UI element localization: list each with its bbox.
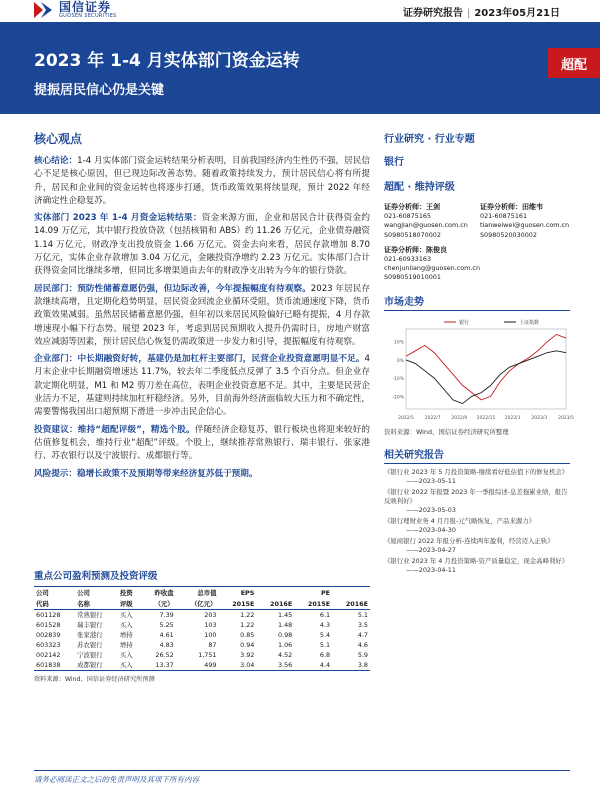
table-cell: 常熟银行 [77, 611, 103, 619]
paragraph-lead: 投资建议：维持“超配评级”，精选个股。 [34, 424, 195, 435]
table-cell: 1.22 [240, 611, 255, 619]
table-cell: 3.8 [332, 660, 370, 671]
table-title: 重点公司盈利预测及投资评级 [34, 571, 158, 582]
table-cell: 3.04 [218, 660, 256, 671]
company-logo [32, 0, 117, 20]
table-cell: 张家港行 [77, 631, 103, 639]
table-cell: 4.52 [277, 651, 293, 659]
related-report-date: ——2023-05-03 [406, 505, 456, 514]
header-meta: 证券研究报告 | 2023年05月21日 [402, 8, 560, 19]
related-report-title: 《银行业 2022 年报暨 2023 年一季报综述-息差拖累业绩，报告反映利好》 [384, 487, 568, 505]
table-cell: 5.1 [319, 641, 331, 649]
related-report[interactable] [384, 517, 570, 535]
y-tick-label: -10% [392, 376, 404, 382]
table-cell: 5.1 [357, 611, 368, 619]
market-trend-title: 市场走势 [384, 293, 570, 311]
related-report-date: ——2023-05-11 [406, 476, 456, 485]
analyst-name: 王剑 [426, 203, 440, 211]
analyst-cert: S0980519010001 [384, 273, 441, 282]
paragraph [34, 424, 370, 464]
table-cell: 宁波银行 [77, 651, 103, 659]
chart-frame [406, 329, 566, 409]
related-report[interactable] [384, 557, 570, 575]
paragraph-text: 稳增长政策不及预期等带来经济复苏低于预期。 [76, 468, 258, 479]
main-content [34, 130, 370, 485]
related-reports-title: 相关研究报告 [384, 446, 570, 464]
table-cell: 002142 [36, 651, 61, 659]
paragraph-text: 2023 年居民存款继续高增，且定期化趋势明显，居民资金回流企业循环受阻，货币流通速度下降，货币政策效果减弱。虽然居民储蓄意愿仍强，但年初以来居民风险偏好已略有提振，4 月存款增速现小幅下行态势。展望 2023 年，考虑到居民预期收入提升仍需时日，房地产财富效应减弱等因素，预计居民信心恢复仍需政策进一步发力和引导，提振幅度有待观察。 [34, 283, 370, 347]
y-tick-label: -20% [392, 394, 404, 400]
table-cell: 499 [176, 660, 219, 671]
table-cell: 603323 [36, 641, 61, 649]
table-cell: 103 [204, 621, 217, 629]
analyst-cert: S0980520030002 [480, 230, 537, 239]
table-cell: 203 [204, 611, 217, 619]
paragraph [34, 468, 370, 481]
table-cell: 601128 [36, 611, 61, 619]
table-cell: 成都银行 [75, 660, 118, 671]
page-footer [34, 770, 570, 785]
table-header: 投资 [118, 587, 142, 599]
table-cell: 4.6 [357, 641, 368, 649]
table-header: EPS [218, 587, 256, 599]
paragraph-text: 1-4 月实体部门资金运转结果分析表明，目前我国经济内生性仍不强，居民信心不足是核心原因，但已现边际改善态势。随着政策持续发力，预计居民信心将有所提升，居民和企业间的资金运转也将逐步打通，货币政策效果将续显现，预计 2022 年经济确定性企稳复苏。 [34, 156, 370, 206]
table-header-row [34, 598, 370, 610]
series-line-sse-index [406, 350, 566, 403]
table-header: 公司 [75, 587, 118, 599]
table-header: 评级 [118, 598, 142, 610]
table-cell: 4.61 [159, 631, 174, 639]
table-body [34, 610, 370, 671]
analyst-email[interactable]: wangjian@guosen.com.cn [384, 221, 468, 230]
table-cell: 苏农银行 [77, 641, 103, 649]
table-header: PE [294, 587, 332, 599]
guosen-logo-icon [32, 0, 54, 20]
related-report[interactable] [384, 537, 570, 555]
related-reports-list [384, 468, 570, 575]
table-header: 2015E [294, 598, 332, 610]
table-cell: 4.7 [357, 631, 368, 639]
table-cell: 7.39 [159, 611, 174, 619]
analyst-role: 证券分析师： [384, 245, 426, 254]
x-tick-label: 2023/3 [531, 415, 548, 421]
table-cell: 87 [208, 641, 217, 649]
table-header: 代码 [34, 598, 75, 610]
section-title: 核心观点 [34, 132, 83, 146]
table-cell: 买入 [119, 611, 133, 619]
table-cell: 100 [204, 631, 217, 639]
related-report-date: ——2023-04-30 [406, 525, 456, 534]
related-report-title: 《银行业 2023 年 4 月投资策略-资产质量稳定，现金高峰利好》 [384, 556, 569, 565]
analyst-card [384, 246, 480, 283]
table-header: 昨收盘 [142, 587, 176, 599]
table-header: 2016E [256, 598, 294, 610]
related-report-title: 《厦商银行 2022 年报分析-连续两年盈利，经营迈入正轨》 [384, 536, 554, 545]
table-header: 公司 [34, 587, 75, 599]
analyst-name: 田维韦 [522, 203, 543, 211]
table-cell: 6.8 [319, 651, 331, 659]
report-category: 行业研究 · 行业专题 [384, 134, 475, 145]
series-line-bank [406, 334, 566, 399]
chart-source: 资料来源：Wind、国信证券经济研究所整理 [384, 427, 509, 436]
table-cell: 26.52 [155, 651, 174, 659]
table-cell: 买入 [118, 660, 142, 671]
earnings-forecast-section [34, 568, 370, 683]
table-row [34, 610, 370, 621]
paragraph-lead: 企业部门：中长期融资好转，基建仍是加杠杆主要部门，民营企业投资意愿明显不足。 [34, 354, 365, 365]
table-cell: 601528 [36, 621, 61, 629]
earnings-forecast-table [34, 586, 370, 671]
related-report[interactable] [384, 488, 570, 515]
top-header [0, 0, 600, 22]
x-tick-label: 2022/5 [398, 415, 414, 421]
paragraph-lead: 实体部门 2023 年 1-4 月资金运转结果： [34, 213, 202, 224]
table-cell: 4.3 [319, 621, 331, 629]
paragraph [34, 212, 370, 278]
table-header [256, 587, 294, 599]
table-cell: 1.48 [277, 621, 293, 629]
x-tick-label: 2022/11 [476, 415, 496, 421]
table-cell: 13.37 [142, 660, 176, 671]
report-date: 2023年05月21日 [474, 8, 560, 19]
table-header: （亿元） [176, 598, 219, 610]
trend-chart-svg [384, 315, 574, 425]
report-title: 2023 年 1-4 月实体部门资金运转 [34, 51, 300, 71]
analyst-cert: S0980518070002 [384, 230, 441, 239]
title-banner [0, 22, 600, 114]
analyst-phone: 021-60875161 [480, 212, 528, 221]
x-tick-label: 2022/9 [451, 415, 468, 421]
analyst-role: 证券分析师： [480, 203, 522, 211]
y-tick-label: 10% [393, 340, 404, 346]
table-cell: 3.92 [240, 651, 255, 659]
analyst-card [480, 203, 570, 240]
disclaimer-text: 请务必阅读正文之后的免责声明及其项下所有内容 [34, 775, 199, 784]
y-tick-label: 0% [396, 358, 404, 364]
table-cell: 5.4 [319, 631, 331, 639]
analyst-phone: 021-60875165 [384, 212, 432, 221]
table-cell: 1.06 [277, 641, 293, 649]
market-trend-chart [384, 315, 574, 425]
analyst-name: 陈俊良 [426, 245, 447, 254]
table-cell: 1,751 [198, 651, 217, 659]
table-cell: 002839 [36, 631, 61, 639]
table-row [34, 630, 370, 640]
table-header [332, 587, 370, 599]
table-cell: 增持 [119, 631, 133, 639]
table-cell: 5.9 [357, 651, 368, 659]
table-cell: 买入 [119, 651, 133, 659]
related-report-date: ——2023-04-27 [406, 545, 456, 554]
analyst-email[interactable]: tianweiwei@guosen.com.cn [480, 221, 570, 230]
table-header: 2016E [332, 598, 370, 610]
industry-rating: 超配 · 维持评级 [384, 182, 455, 193]
table-header: 2015E [218, 598, 256, 610]
table-row [34, 660, 370, 671]
doc-type: 证券研究报告 [402, 8, 463, 19]
paragraph [34, 283, 370, 349]
industry-name: 银行 [384, 157, 404, 168]
table-cell: 6.1 [319, 611, 331, 619]
related-report-date: ——2023-04-11 [406, 565, 456, 574]
table-header-row [34, 587, 370, 599]
table-source: 资料来源：Wind、国信证券经济研究所预测 [34, 676, 155, 683]
related-report[interactable] [384, 468, 570, 486]
legend-label: 上证指数 [519, 319, 540, 326]
legend-label: 银行 [459, 319, 470, 326]
analyst-card [384, 203, 480, 240]
analyst-phone: 021-60933163 [384, 255, 432, 264]
table-cell: 4.83 [159, 641, 174, 649]
x-tick-label: 2023/5 [558, 415, 574, 421]
paragraph [34, 353, 370, 419]
rating-badge: 超配 [548, 48, 600, 78]
logo-cn-text: 国信证券 [59, 0, 112, 14]
paragraph-lead: 核心结论： [34, 156, 78, 166]
analyst-list [384, 203, 570, 283]
table-cell: 0.98 [277, 631, 293, 639]
related-report-title: 《银行理财业务 4 月月报-元气略恢复，产品来源力》 [384, 516, 536, 525]
table-cell: 增持 [119, 641, 133, 649]
paragraph-lead: 风险提示： [34, 468, 77, 479]
table-cell: 1.45 [277, 611, 293, 619]
paragraph-text: 资金来源方面，企业和居民合计获得资金约 14.09 万亿元，其中银行投放贷款（包括核销和 ABS）约 11.26 万亿元，企业债券融资 1.14 万亿元，财政净支出投放资金 1.66 万亿元。资金去向来看，居民存款增加 8.70 万亿元，实体企业存款增加 3.04 万亿元，金融投资净增约 2.23 万亿元。实体部门合计获得资金同比继续多增，但同比多增渠道由去年的财政净支出转为今年的银行贷款。 [34, 213, 370, 277]
table-cell: 1.22 [240, 621, 255, 629]
analyst-role: 证券分析师： [384, 203, 426, 211]
table-cell: 3.56 [256, 660, 294, 671]
paragraph-text: 4 月末企业中长期融资增速达 11.7%，较去年二季度低点反弹了 3.5 个百分点。但企业存款定期化明显，M1 和 M2 剪刀差在高位，表明企业投资意愿不足。其中，主要是民营企业活力不足，基建则持续加杠杆稳经济。另外，目前海外经济面临较大压力和不确定性，需要警惕我国出口超预期下滑进一步冲击民企信心。 [34, 354, 370, 418]
analyst-email[interactable]: chenjunliang@guosen.com.cn [384, 264, 480, 273]
table-row [34, 650, 370, 660]
table-header: 名称 [75, 598, 118, 610]
table-cell: 买入 [119, 621, 133, 629]
paragraph [34, 155, 370, 208]
x-tick-label: 2022/7 [424, 415, 441, 421]
report-subtitle: 提振居民信心仍是关键 [34, 83, 165, 98]
related-report-title: 《银行业 2023 年 5 月投资策略-继续看好低估值下的修复机会》 [384, 467, 569, 476]
table-cell: 0.94 [240, 641, 255, 649]
logo-en-text: GUOSEN SECURITIES [59, 13, 117, 19]
table-row [34, 620, 370, 630]
sidebar [384, 130, 574, 577]
table-header: 总市值 [176, 587, 219, 599]
table-cell: 4.4 [294, 660, 332, 671]
table-header: （元） [142, 598, 176, 610]
table-cell: 瑞丰银行 [77, 621, 103, 629]
table-cell: 5.25 [159, 621, 174, 629]
x-tick-label: 2023/1 [504, 415, 521, 421]
paragraph-lead: 居民部门：预防性储蓄意愿仍强，但边际改善，今年提振幅度有待观察。 [34, 283, 311, 294]
table-cell: 3.5 [357, 621, 368, 629]
paragraph-text: 伴随经济企稳复苏，银行板块也将迎来较好的估值修复机会，维持行业“超配”评级。个股上，继续推荐常熟银行、瑞丰银行、张家港行、苏农银行以及宁波银行、成都银行等。 [34, 424, 370, 462]
table-row [34, 640, 370, 650]
table-cell: 0.85 [240, 631, 255, 639]
table-cell: 601838 [34, 660, 75, 671]
